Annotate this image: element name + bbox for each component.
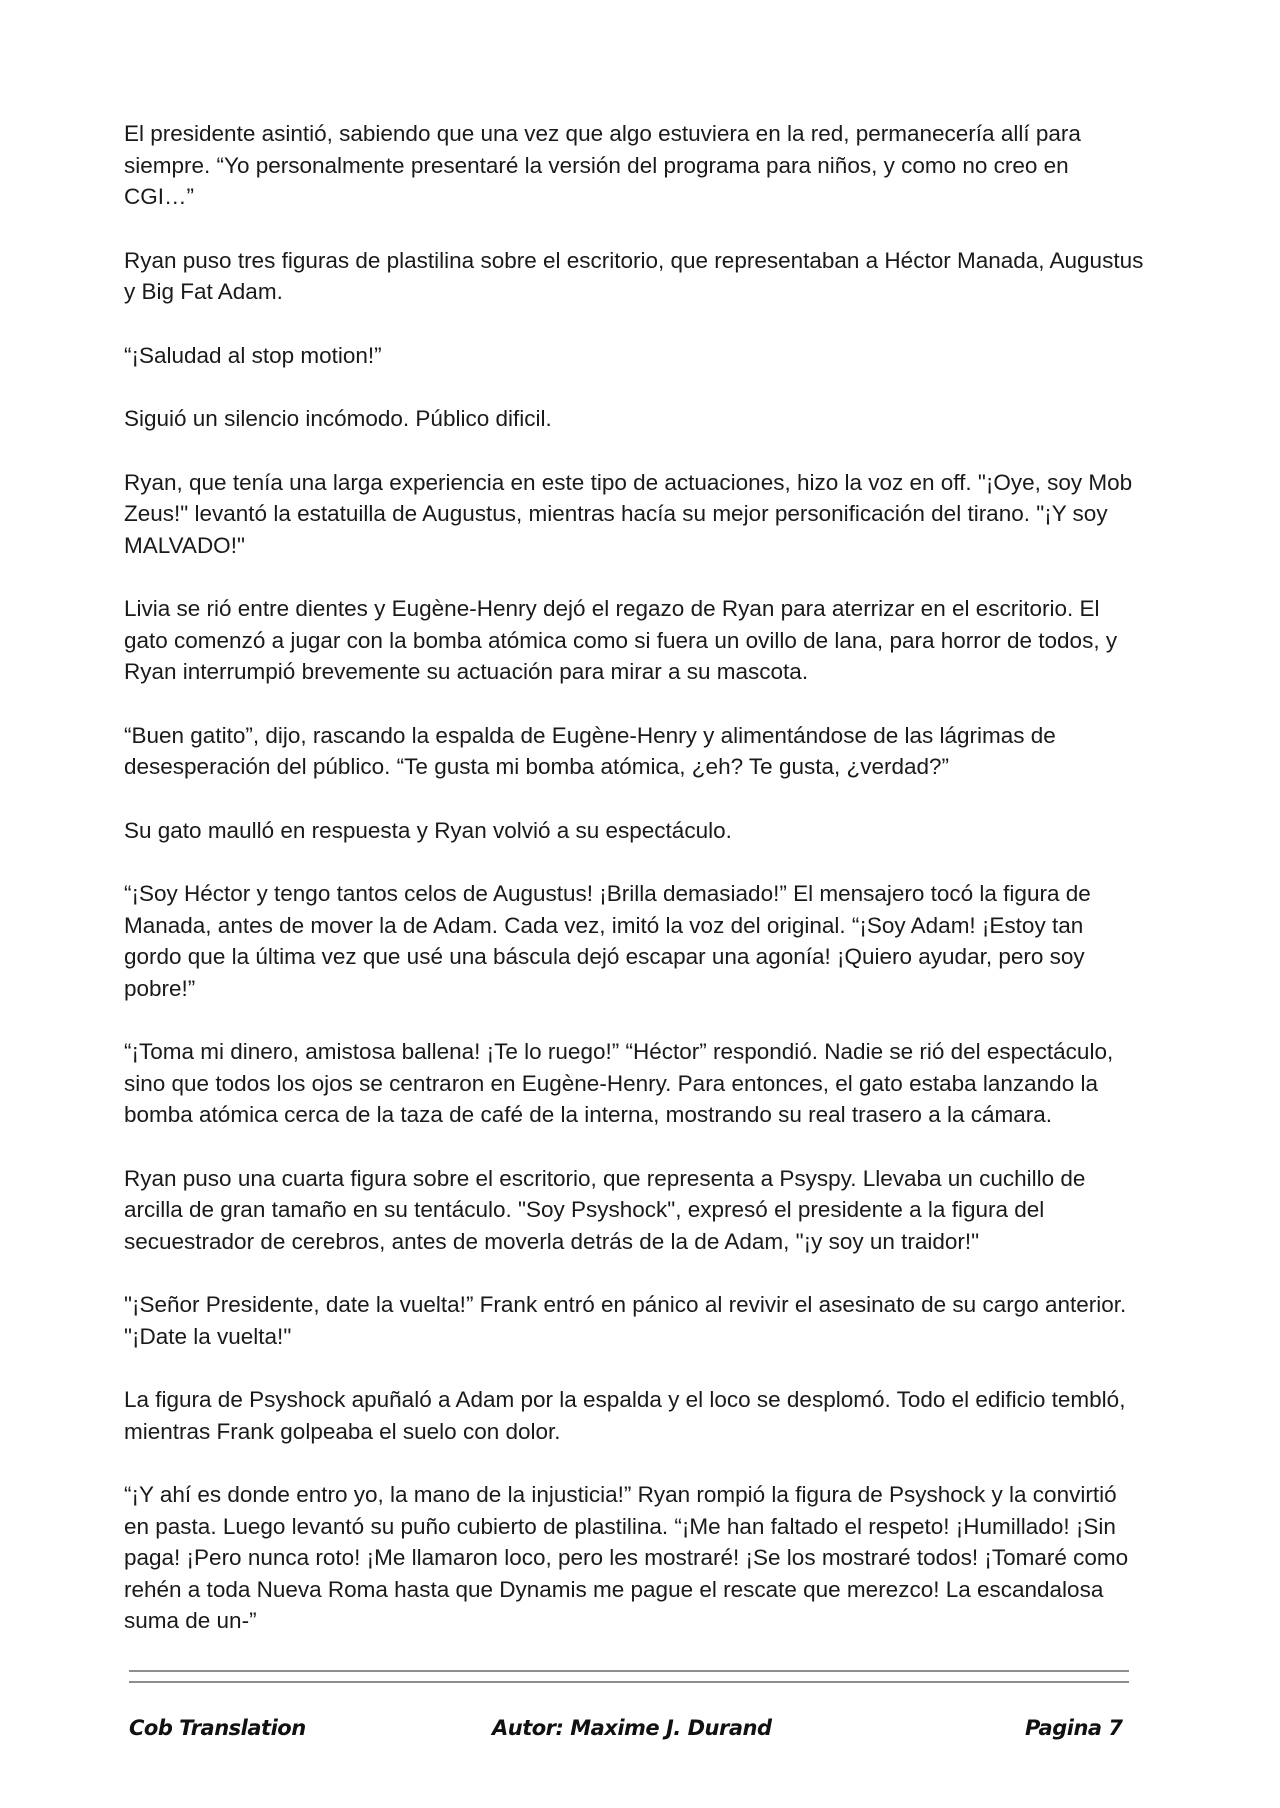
footer-divider-top [129, 1670, 1129, 1672]
paragraph: Ryan, que tenía una larga experiencia en este tipo de actuaciones, hizo la voz en off. "¡Oye, soy Mob Zeus!" levantó la estatuilla de Augustus, mientras hacía su mejor personificación del tirano. "¡Y soy MALVADO!" [124, 469, 1133, 558]
footer-translator: Cob Translation [129, 1716, 306, 1740]
footer-page-number: Pagina 7 [1025, 1716, 1123, 1740]
paragraph: “Buen gatito”, dijo, rascando la espalda de Eugène-Henry y alimentándose de las lágrimas de desesperación del público. “Te gusta mi bomba atómica, ¿eh? Te gusta, ¿verdad?” [124, 722, 1056, 779]
body-text [124, 118, 1144, 1669]
paragraph: Ryan puso tres figuras de plastilina sobre el escritorio, que representaban a Héctor Manada, Augustus y Big Fat Adam. [124, 247, 1144, 304]
paragraph: Ryan puso una cuarta figura sobre el escritorio, que representa a Psyspy. Llevaba un cuchillo de arcilla de gran tamaño en su tentáculo. "Soy Psyshock", expresó el presidente a la figura del secuestrador de cerebros, antes de moverla detrás de la de Adam, "¡y soy un traidor!" [124, 1165, 1086, 1254]
paragraph: “¡Y ahí es donde entro yo, la mano de la injusticia!” Ryan rompió la figura de Psyshock y la convirtió en pasta. Luego levantó su puño cubierto de plastilina. “¡Me han faltado el respeto! ¡Humillado! ¡Sin paga! ¡Pero nunca roto! ¡Me llamaron loco, pero les mostraré! ¡Se los mostraré todos! ¡Tomaré como rehén a toda Nueva Roma hasta que Dynamis me pague el rescate que merezco! La escandalosa suma de un-” [124, 1482, 1129, 1633]
paragraph: El presidente asintió, sabiendo que una vez que algo estuviera en la red, permanecería allí para siempre. “Yo personalmente presentaré la versión del programa para niños, y como no creo en CGI…” [124, 121, 1081, 209]
footer-author: Autor: Maxime J. Durand [492, 1716, 772, 1740]
paragraph: “¡Saludad al stop motion!” [124, 342, 382, 368]
paragraph: La figura de Psyshock apuñaló a Adam por la espalda y el loco se desplomó. Todo el edificio tembló, mientras Frank golpeaba el suelo con dolor. [124, 1387, 1126, 1444]
paragraph: "¡Señor Presidente, date la vuelta!” Frank entró en pánico al revivir el asesinato de su cargo anterior. "¡Date la vuelta!" [124, 1292, 1127, 1349]
footer-divider-bottom [129, 1681, 1129, 1683]
paragraph: Su gato maulló en respuesta y Ryan volvió a su espectáculo. [124, 817, 732, 843]
paragraph: Siguió un silencio incómodo. Público dificil. [124, 406, 552, 431]
paragraph: “¡Soy Héctor y tengo tantos celos de Augustus! ¡Brilla demasiado!” El mensajero tocó la figura de Manada, antes de mover la de Adam. Cada vez, imitó la voz del original. “¡Soy Adam! ¡Estoy tan gordo que la última vez que usé una báscula dejó escapar una agonía! ¡Quiero ayudar, pero soy pobre!” [124, 881, 1091, 1001]
paragraph: “¡Toma mi dinero, amistosa ballena! ¡Te lo ruego!” “Héctor” respondió. Nadie se rió del espectáculo, sino que todos los ojos se centraron en Eugène-Henry. Para entonces, el gato estaba lanzando la bomba atómica cerca de la taza de café de la interna, mostrando su real trasero a la cámara. [124, 1039, 1114, 1127]
paragraph: Livia se rió entre dientes y Eugène-Henry dejó el regazo de Ryan para aterrizar en el escritorio. El gato comenzó a jugar con la bomba atómica como si fuera un ovillo de lana, para horror de todos, y Ryan interrumpió brevemente su actuación para mirar a su mascota. [124, 596, 1118, 684]
